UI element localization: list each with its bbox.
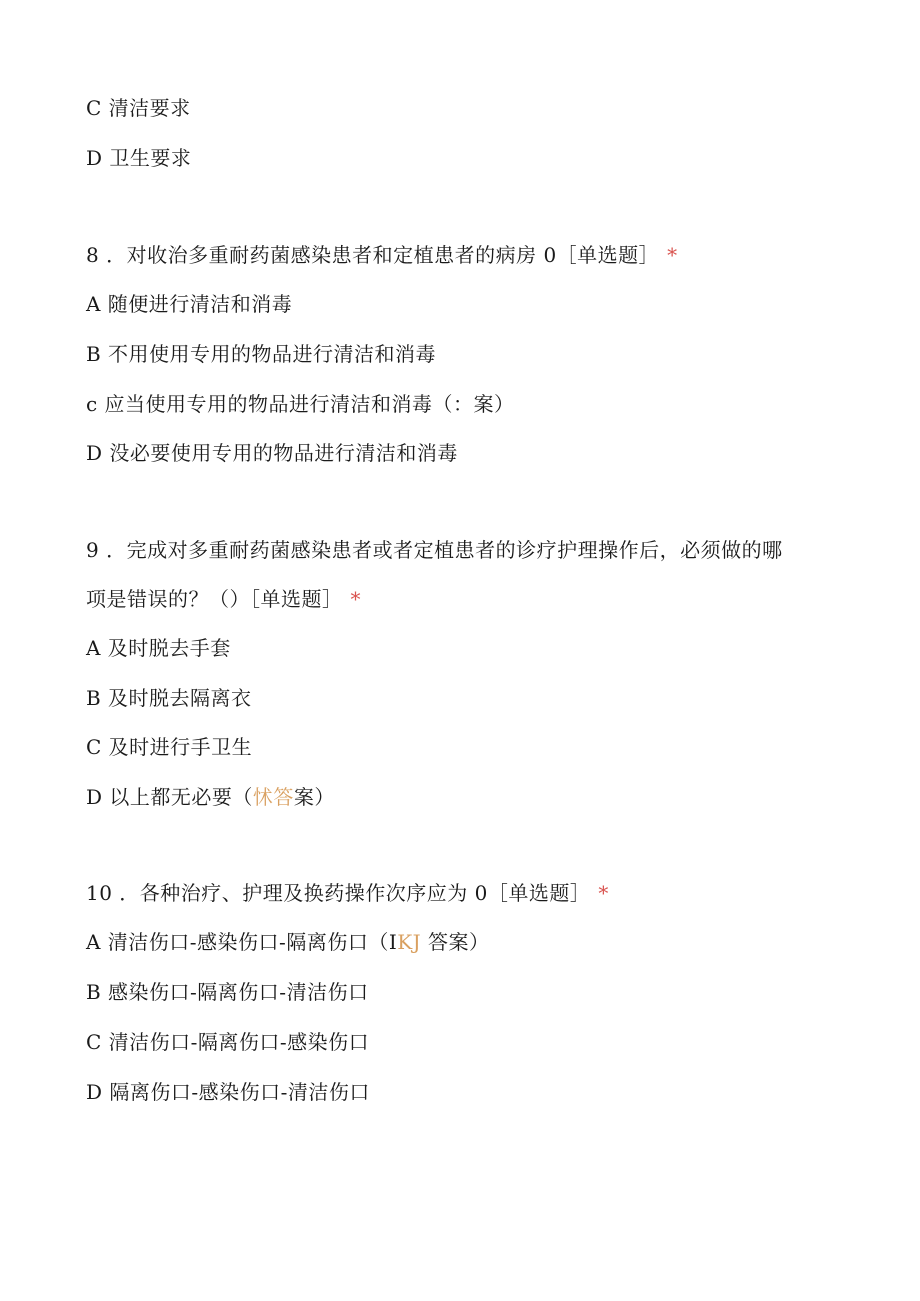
q9-option-c: C 及时进行手卫生: [86, 735, 253, 759]
q8-option-b: B 不用使用专用的物品进行清洁和消毒: [86, 342, 437, 366]
q8-option-c: c 应当使用专用的物品进行清洁和消毒（：案）: [86, 392, 515, 416]
q9-stem-line1: 9 ．完成对多重耐药菌感染患者或者定植患者的诊疗护理操作后，必须做的哪: [86, 538, 783, 562]
q7-option-d: D 卫生要求: [86, 146, 192, 170]
q9-option-d-highlight: 怵答: [252, 785, 294, 809]
q9-option-d: [86, 785, 335, 809]
q10-option-a-highlight: KJ: [397, 930, 422, 954]
required-star: *: [350, 587, 361, 611]
q9-option-a: A 及时脱去手套: [86, 636, 231, 660]
q10-option-b: B 感染伤口-隔离伤口-清洁伤口: [86, 980, 369, 1004]
q9-option-b: B 及时脱去隔离衣: [86, 686, 252, 710]
q10-option-c: C 清洁伤口-隔离伤口-感染伤口: [86, 1030, 370, 1054]
q10-stem-text: 10 ．各种治疗、护理及换药操作次序应为 0［单选题］: [86, 881, 591, 905]
q9-stem-text: 项是错误的？（）［单选题］: [86, 587, 343, 611]
q9-option-d-prefix: D 以上都无必要（: [86, 785, 253, 809]
q7-option-c: C 清洁要求: [86, 96, 191, 120]
q10-stem: [86, 881, 609, 905]
q8-option-a: A 随便进行清洁和消毒: [86, 292, 293, 316]
q10-option-a-prefix: A 清洁伤口-感染伤口-隔离伤口（I: [86, 930, 398, 954]
required-star: *: [667, 243, 678, 267]
q8-option-d: D 没必要使用专用的物品进行清洁和消毒: [86, 441, 458, 465]
q10-option-d: D 隔离伤口-感染伤口-清洁伤口: [86, 1080, 370, 1104]
q10-option-a-suffix: 答案）: [421, 930, 490, 954]
required-star: *: [598, 881, 609, 905]
q9-stem-line2: [86, 587, 361, 611]
q8-stem-text: 8 ．对收治多重耐药菌感染患者和定植患者的病房 0［单选题］: [86, 243, 660, 267]
q9-option-d-suffix: 案）: [293, 785, 335, 809]
q10-option-a: [86, 930, 490, 954]
q8-stem: [86, 243, 678, 267]
